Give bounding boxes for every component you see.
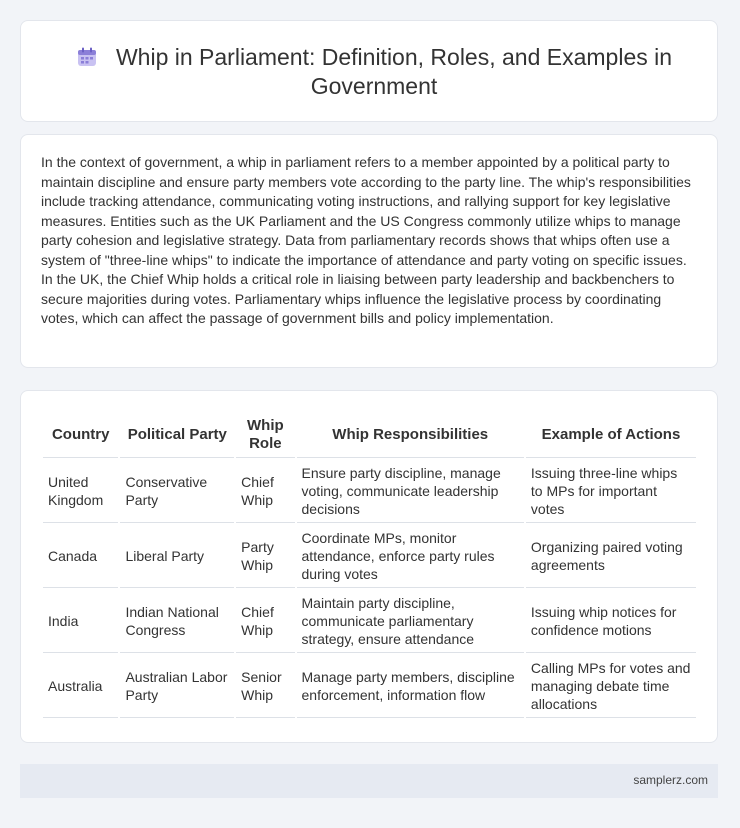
cell-responsibilities: Manage party members, discipline enforcement, information flow: [297, 655, 524, 718]
cell-party: Indian National Congress: [120, 590, 234, 653]
intro-card: [20, 134, 718, 368]
cell-country: United Kingdom: [43, 460, 118, 523]
calendar-icon: [76, 46, 98, 68]
cell-country: Australia: [43, 655, 118, 718]
cell-responsibilities: Ensure party discipline, manage voting, communicate leadership decisions: [297, 460, 524, 523]
cell-role: Senior Whip: [236, 655, 294, 718]
footer-site-link[interactable]: samplerz.com: [633, 773, 708, 787]
header-whip-responsibilities: Whip Responsibilities: [297, 413, 524, 458]
table-row: [43, 590, 696, 653]
header-example-of-actions: Example of Actions: [526, 413, 696, 458]
header-political-party: Political Party: [120, 413, 234, 458]
cell-responsibilities: Coordinate MPs, monitor attendance, enforce party rules during votes: [297, 525, 524, 588]
page-title-text: Whip in Parliament: Definition, Roles, and Examples in Government: [115, 44, 673, 99]
cell-responsibilities: Maintain party discipline, communicate parliamentary strategy, ensure attendance: [297, 590, 524, 653]
cell-country: India: [43, 590, 118, 653]
table-row: [43, 525, 696, 588]
cell-actions: Issuing whip notices for confidence motions: [526, 590, 696, 653]
table-card: [20, 390, 718, 743]
cell-role: Chief Whip: [236, 590, 294, 653]
page-title: [61, 43, 687, 101]
cell-actions: Issuing three-line whips to MPs for important votes: [526, 460, 696, 523]
cell-party: Liberal Party: [120, 525, 234, 588]
header-whip-role: Whip Role: [236, 413, 294, 458]
header-country: Country: [43, 413, 118, 458]
cell-party: Conservative Party: [120, 460, 234, 523]
cell-actions: Organizing paired voting agreements: [526, 525, 696, 588]
title-card: [20, 20, 718, 122]
cell-role: Party Whip: [236, 525, 294, 588]
cell-actions: Calling MPs for votes and managing debate time allocations: [526, 655, 696, 718]
cell-country: Canada: [43, 525, 118, 588]
footer: [20, 764, 718, 798]
cell-role: Chief Whip: [236, 460, 294, 523]
table-header-row: [43, 413, 696, 458]
whip-table: [41, 411, 698, 720]
cell-party: Australian Labor Party: [120, 655, 234, 718]
table-row: [43, 460, 696, 523]
table-row: [43, 655, 696, 718]
intro-paragraph: In the context of government, a whip in parliament refers to a member appointed by a political party to maintain discipline and ensure party members vote according to the party line. The whip's responsibilities include tracking attendance, communicating voting instructions, and rallying support for key legislative measures. Entities such as the UK Parliament and the US Congress commonly utilize whips to manage party cohesion and legislative strategy. Data from parliamentary records shows that whips often use a system of "three-line whips" to indicate the importance of attendance and party voting on specific issues. In the UK, the Chief Whip holds a critical role in liaising between party leadership and backbenchers to secure majorities during votes. Parliamentary whips influence the legislative process by coordinating votes, which can affect the passage of government bills and policy implementation.: [41, 154, 691, 326]
